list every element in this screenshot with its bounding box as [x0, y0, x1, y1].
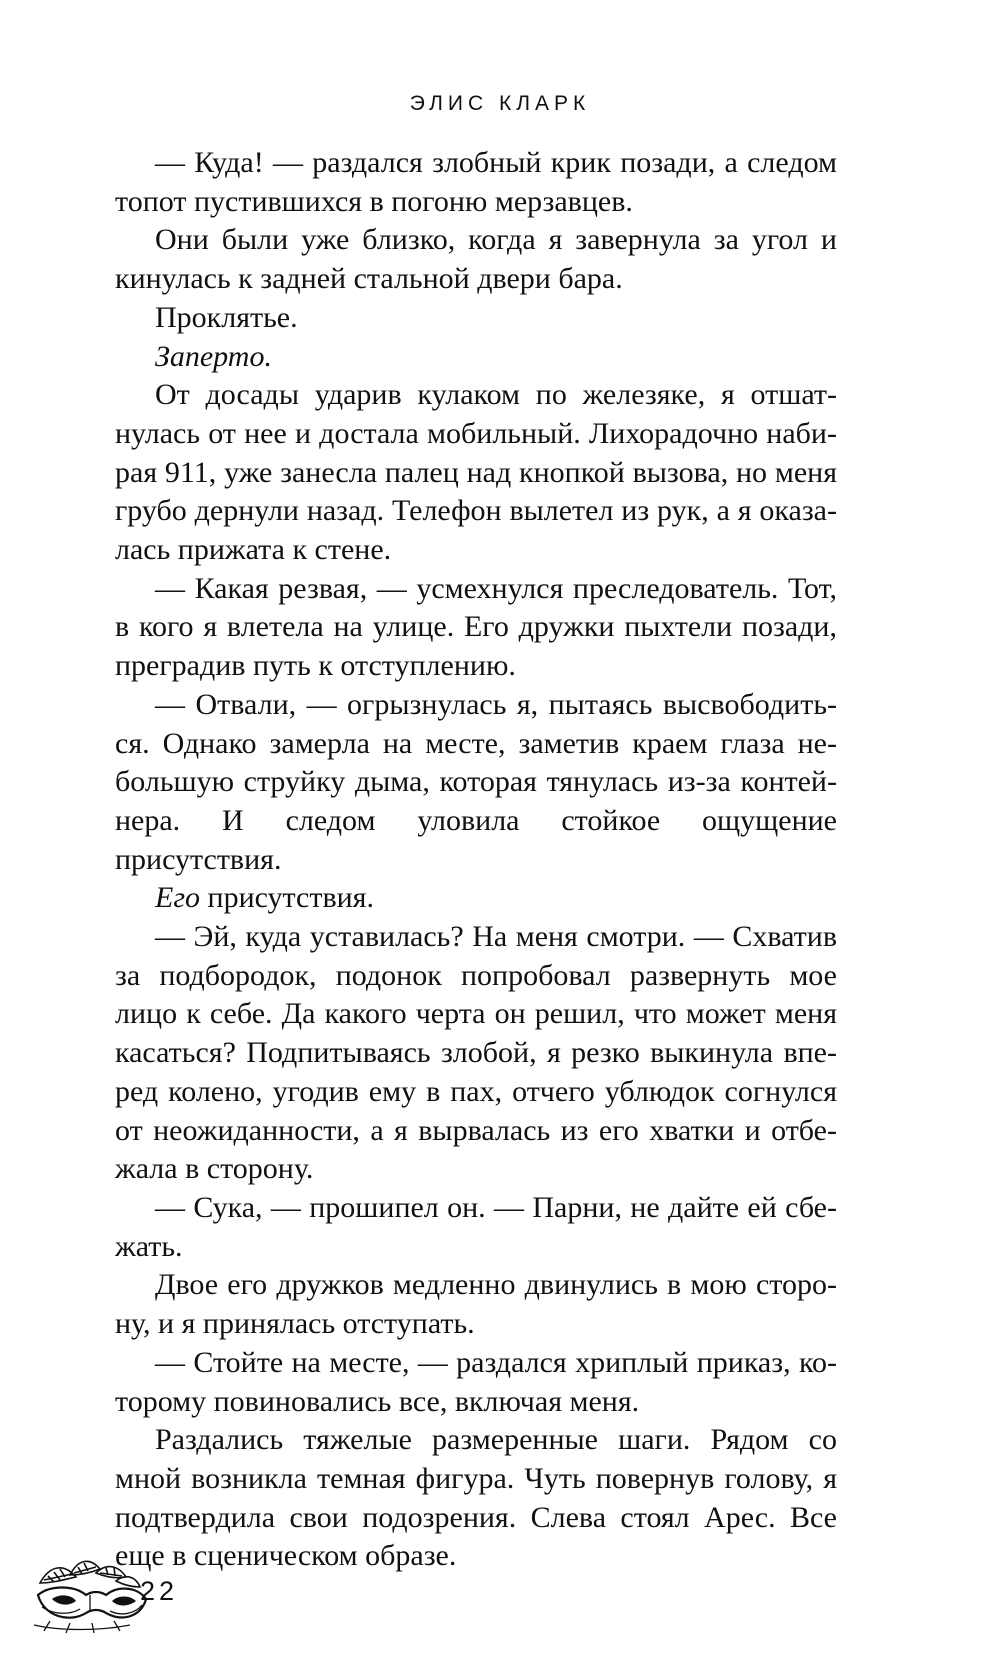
page-number: 22 [140, 1576, 179, 1606]
paragraph: Они были уже близко, когда я завернула за угол и кинулась к задней стальной двери бара. [115, 223, 837, 296]
paragraph: Раздались тяжелые размеренные шаги. Рядом со мной возникла темная фигура. Чуть повернув голову, я подтвердила свои подозрения. Слева стоял Арес. Все еще в сценическом образе. [115, 1423, 837, 1573]
folio-ornament [30, 1555, 210, 1635]
paragraph [115, 879, 837, 918]
paragraph: — Эй, куда уставилась? На меня смотри. — Схватив за подбородок, подонок попробовал развернуть мое лицо к себе. Да какого черта он решил, что может меня касаться? Подпитываясь злобой, я резко выкинула вперед колено, угодив ему в пах, отчего ублюдок согнулся от неожиданности, а я вырвалась из его хватки и отбежала в сторону. [115, 920, 837, 1186]
mask-with-feathers-icon [30, 1555, 150, 1635]
body-text [115, 144, 837, 1576]
paragraph-text: присутствия. [200, 881, 374, 915]
running-title: ЭЛИС КЛАРК [409, 92, 591, 115]
paragraph: — Сука, — прошипел он. — Парни, не дайте ей сбежать. [115, 1190, 837, 1263]
paragraph: — Отвали, — огрызнулась я, пытаясь высвободиться. Однако замерла на месте, заметив краем глаза небольшую струйку дыма, которая тянулась из-за контейнера. И следом уловила стойкое ощущение присутствия. [115, 687, 837, 876]
paragraph: — Стойте на месте, — раздался хриплый приказ, которому повиновались все, включая меня. [115, 1345, 837, 1418]
paragraph: — Куда! — раздался злобный крик позади, а следом топот пустившихся в погоню мерзавцев. [115, 146, 837, 218]
paragraph: — Какая резвая, — усмехнулся преследователь. Тот, в кого я влетела на улице. Его дружки пыхтели позади, преградив путь к отступлению. [115, 571, 837, 683]
paragraph: Двое его дружков медленно двинулись в мою сторону, и я принялась отступать. [115, 1268, 837, 1341]
paragraph-italic: Заперто. [155, 339, 272, 373]
paragraph: От досады ударив кулаком по железяке, я отшатнулась от нее и достала мобильный. Лихорадочно набирая 911, уже занесла палец над кнопкой вызова, но меня грубо дернули назад. Телефон вылетел из рук, а я оказалась прижата к стене. [115, 378, 837, 567]
emphasis: Его [155, 881, 201, 915]
paragraph: Проклятье. [155, 300, 298, 334]
